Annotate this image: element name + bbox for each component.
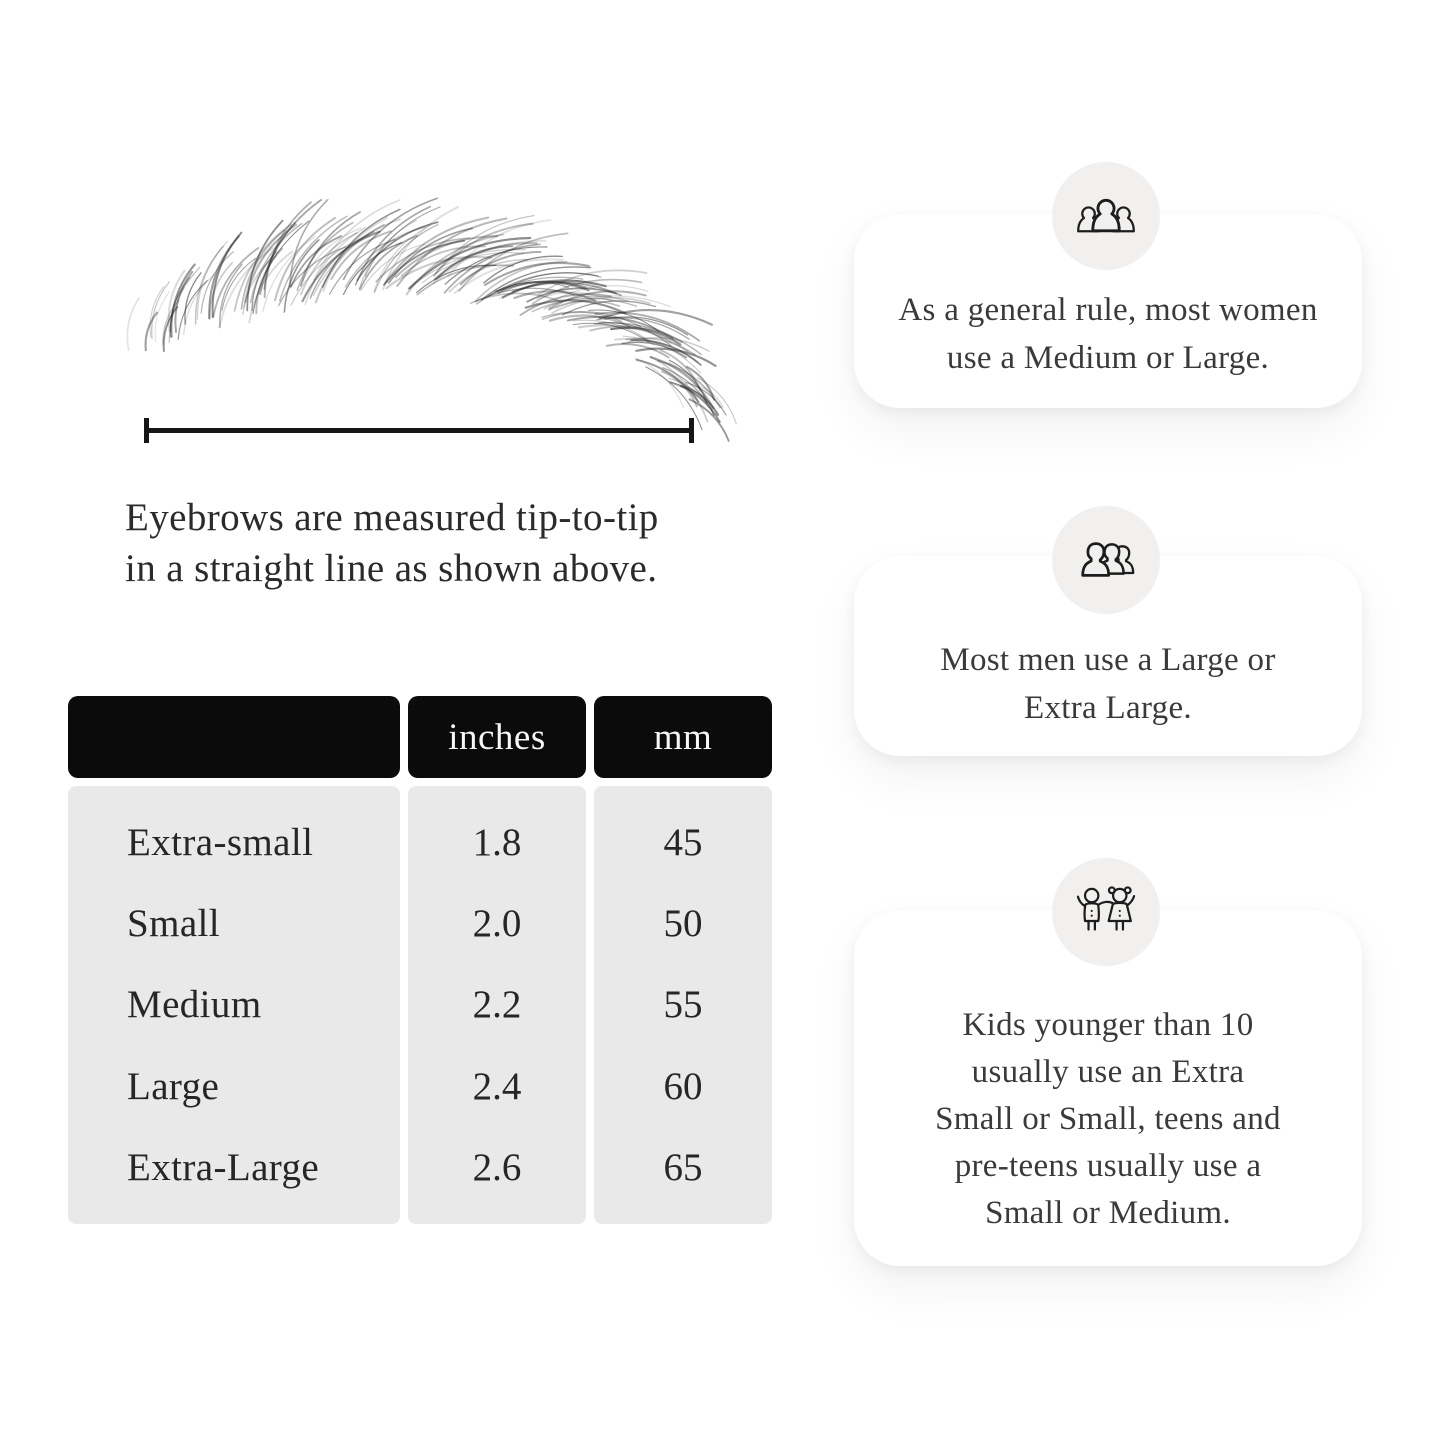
- women-group-icon: [1070, 187, 1142, 245]
- size-row-label: Medium: [127, 983, 262, 1027]
- size-table-mm-column: [594, 696, 772, 1224]
- size-table-mm-body: [594, 786, 772, 1224]
- size-row-inches: 2.0: [472, 902, 522, 946]
- size-row-mm: 60: [663, 1064, 703, 1108]
- size-row-label: Large: [127, 1064, 220, 1108]
- measure-caption-line: Eyebrows are measured tip-to-tip: [125, 496, 659, 539]
- size-table-header-blank: [68, 696, 400, 778]
- size-row-label: Extra-Large: [127, 1145, 320, 1189]
- size-row-label: Small: [127, 902, 221, 946]
- measure-caption: [125, 492, 765, 594]
- size-row-inches: 2.2: [472, 983, 522, 1027]
- size-row-mm: 50: [663, 902, 703, 946]
- card-text-line: use a Medium or Large.: [946, 340, 1270, 376]
- size-table-inches-body: [408, 786, 586, 1224]
- size-row-inches: 2.6: [472, 1145, 522, 1189]
- size-row-inches: 2.4: [472, 1064, 522, 1108]
- icon-circle-women: [1052, 162, 1160, 270]
- card-text-line: usually use an Extra: [971, 1054, 1245, 1090]
- card-text-line: Kids younger than 10: [962, 1007, 1254, 1043]
- icon-circle-kids: [1052, 858, 1160, 966]
- kids-icon: [1070, 883, 1142, 941]
- ruler-line: [146, 428, 692, 433]
- size-table: [68, 696, 774, 1224]
- size-row-mm: 55: [663, 983, 703, 1027]
- measure-caption-line: in a straight line as shown above.: [125, 547, 658, 590]
- ruler-right-tick: [689, 418, 694, 443]
- size-row-mm: 45: [663, 821, 703, 865]
- size-row-label: Extra-small: [127, 821, 314, 865]
- card-text-line: As a general rule, most women: [898, 292, 1318, 328]
- card-text-line: Extra Large.: [1024, 690, 1192, 726]
- size-table-label-column: [68, 696, 400, 1224]
- card-text-line: Small or Medium.: [985, 1195, 1231, 1231]
- card-text-line: Most men use a Large or: [940, 642, 1276, 678]
- men-group-icon: [1070, 531, 1142, 589]
- card-text-line: pre-teens usually use a: [954, 1148, 1262, 1184]
- size-table-header-inches: inches: [408, 696, 586, 778]
- icon-circle-men: [1052, 506, 1160, 614]
- size-table-label-body: [68, 786, 400, 1224]
- size-row-inches: 1.8: [472, 821, 522, 865]
- eyebrow-illustration: [118, 232, 708, 402]
- size-table-inches-column: [408, 696, 586, 1224]
- size-table-header-mm: mm: [594, 696, 772, 778]
- card-text-line: Small or Small, teens and: [935, 1101, 1281, 1137]
- eyebrow-hairs: [127, 198, 736, 441]
- size-row-mm: 65: [663, 1145, 703, 1189]
